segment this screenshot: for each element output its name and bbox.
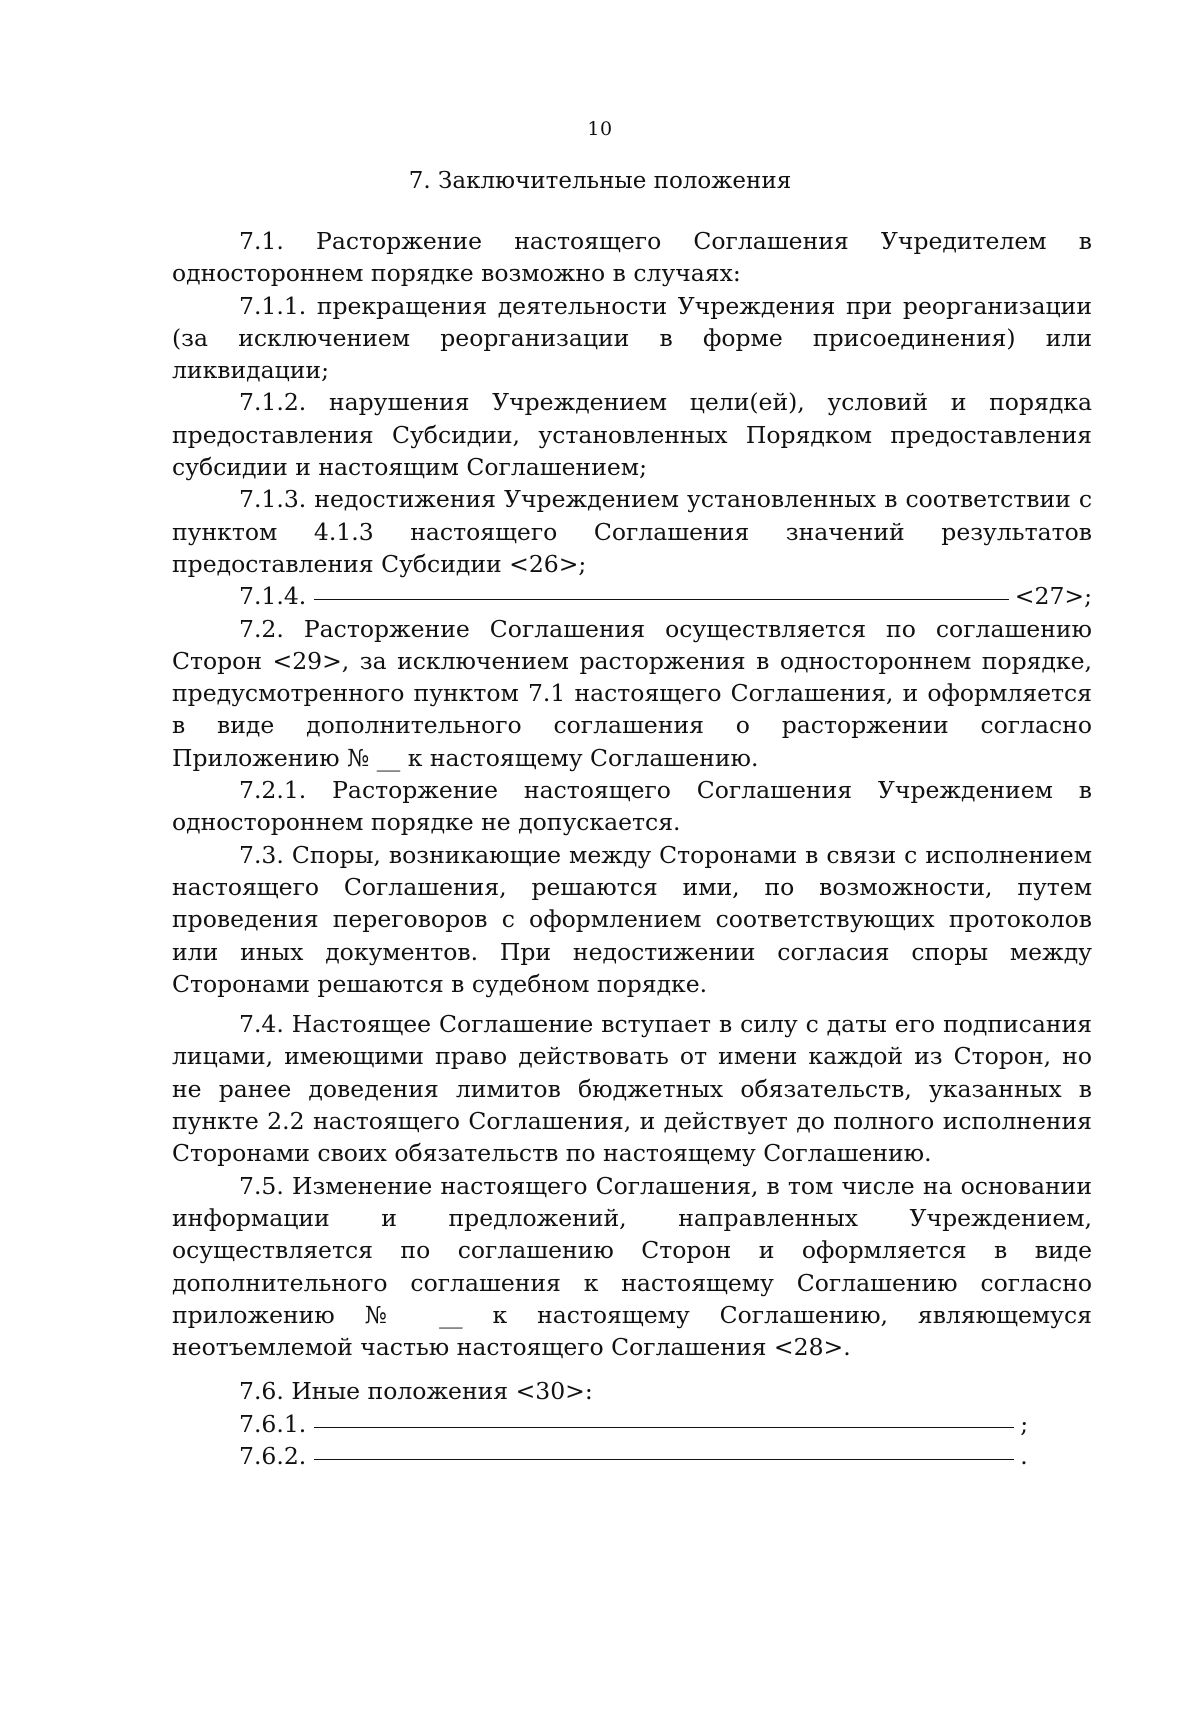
clause-7-1-2: 7.1.2. нарушения Учреждением цели(ей), условий и порядка предоставления Субсидии, установленных Порядком предоставления субсидии и настоящим Соглашением;	[172, 388, 1092, 482]
clause-7-5: 7.5. Изменение настоящего Соглашения, в том числе на основании информации и предложений, направленных Учреждением, осуществляется по соглашению Сторон и оформляется в виде дополнительного соглашения к настоящему Соглашению согласно приложению № __ к настоящему Соглашению, являющемуся неотъемлемой частью настоящего Соглашения <28>.	[172, 1171, 1092, 1362]
clause-7-2: 7.2. Расторжение Соглашения осуществляется по соглашению Сторон <29>, за исключением расторжения в одностороннем порядке, предусмотренного пунктом 7.1 настоящего Соглашения, и оформляется в виде дополнительного соглашения о расторжении согласно Приложению № __ к настоящему Соглашению.	[172, 614, 1092, 772]
clause-7-1-4-number: 7.1.4.	[239, 582, 307, 611]
clause-7-6-1-end: ;	[1020, 1409, 1029, 1438]
clause-7-6-1	[172, 1408, 1092, 1440]
clause-7-1-3: 7.1.3. недостижения Учреждением установленных в соответствии с пунктом 4.1.3 настоящего Соглашения значений результатов предоставления Субсидии <26>;	[172, 485, 1092, 578]
blank-fill-line	[314, 1459, 1014, 1460]
clause-7-1-1: 7.1.1. прекращения деятельности Учреждения при реорганизации (за исключением реорганизации в форме присоединения) или ликвидации;	[172, 291, 1092, 385]
clause-7-2-1: 7.2.1. Расторжение настоящего Соглашения Учреждением в одностороннем порядке не допускается.	[172, 776, 1092, 837]
document-body	[172, 225, 1092, 1472]
clause-7-6-1-number: 7.6.1.	[239, 1409, 307, 1438]
section-title: 7. Заключительные положения	[408, 168, 792, 194]
clause-7-6-2-number: 7.6.2.	[239, 1441, 307, 1470]
clause-7-3: 7.3. Споры, возникающие между Сторонами в связи с исполнением настоящего Соглашения, решаются ими, по возможности, путем проведения переговоров с оформлением соответствующих протоколов или иных документов. При недостижении согласия споры между Сторонами решаются в судебном порядке.	[172, 840, 1092, 998]
clause-7-1-4-footnote: <27>;	[1014, 582, 1092, 611]
page-number: 10	[587, 118, 613, 140]
clause-7-6-2-end: .	[1020, 1441, 1028, 1470]
clause-7-1-4	[172, 580, 1092, 612]
clause-7-1: 7.1. Расторжение настоящего Соглашения Учредителем в одностороннем порядке возможно в случаях:	[172, 227, 1092, 288]
clause-7-6-2	[172, 1440, 1092, 1472]
blank-fill-line	[314, 599, 1009, 600]
clause-7-6: 7.6. Иные положения <30>:	[239, 1377, 593, 1406]
blank-fill-line	[314, 1427, 1014, 1428]
clause-7-4: 7.4. Настоящее Соглашение вступает в силу с даты его подписания лицами, имеющими право действовать от имени каждой из Сторон, но не ранее доведения лимитов бюджетных обязательств, указанных в пункте 2.2 настоящего Соглашения, и действует до полного исполнения Сторонами своих обязательств по настоящему Соглашению.	[172, 1010, 1092, 1168]
